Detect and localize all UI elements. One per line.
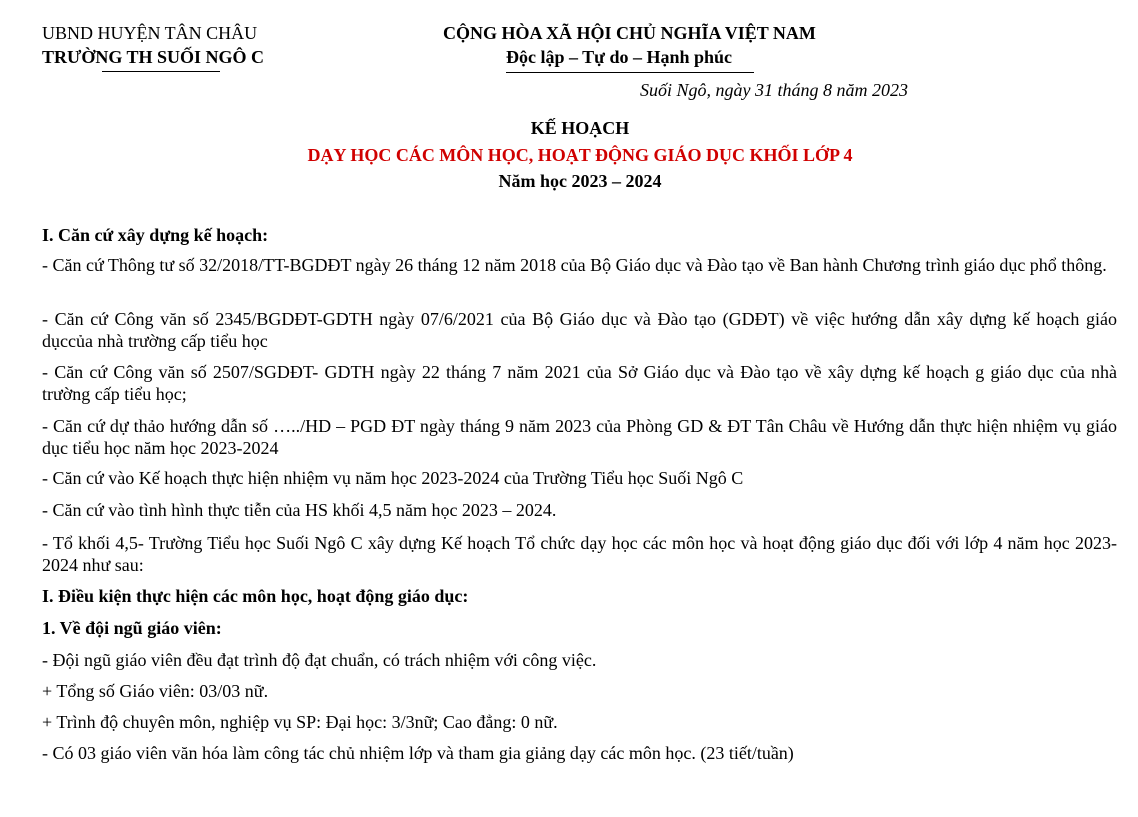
condition-item: + Tổng số Giáo viên: 03/03 nữ. <box>42 681 269 701</box>
condition-item: - Đội ngũ giáo viên đều đạt trình độ đạt chuẩn, có trách nhiệm với công việc. <box>42 650 597 670</box>
basis-item: - Căn cứ Thông tư số 32/2018/TT-BGDĐT ngày 26 tháng 12 năm 2018 của Bộ Giáo dục và Đào tạo về Ban hành Chương trình giáo dục phổ thông. <box>42 255 1107 275</box>
basis-item: - Tổ khối 4,5- Trường Tiểu học Suối Ngô C xây dựng Kế hoạch Tổ chức dạy học các môn học và hoạt động giáo dục đối với lớp 4 năm học 2023-2024 như sau: <box>42 533 1117 575</box>
condition-item: - Có 03 giáo viên văn hóa làm công tác chủ nhiệm lớp và tham gia giảng dạy các môn học. (23 tiết/tuần) <box>42 743 794 763</box>
section1-heading: I. Căn cứ xây dựng kế hoạch: <box>42 225 269 245</box>
basis-item: - Căn cứ dự thảo hướng dẫn số …../HD – PGD ĐT ngày tháng 9 năm 2023 của Phòng GD & ĐT Tân Châu về Hướng dẫn thực hiện nhiệm vụ giáo dục tiểu học năm học 2023-2024 <box>42 416 1117 458</box>
school-name-underline <box>102 71 220 72</box>
date-line: Suối Ngô, ngày 31 tháng 8 năm 2023 <box>640 80 908 100</box>
national-motto: Độc lập – Tự do – Hạnh phúc <box>506 47 733 67</box>
basis-item: - Căn cứ Công văn số 2345/BGDĐT-GDTH ngày 07/6/2021 của Bộ Giáo dục và Đào tạo (GDĐT) về việc hướng dẫn xây dựng kế hoạch giáo dụccủa nhà trường cấp tiểu học <box>42 309 1117 351</box>
motto-underline <box>506 72 754 73</box>
section2-subheading: 1. Về đội ngũ giáo viên: <box>42 618 222 638</box>
section2-heading: I. Điều kiện thực hiện các môn học, hoạt động giáo dục: <box>42 586 469 606</box>
national-title: CỘNG HÒA XÃ HỘI CHỦ NGHĨA VIỆT NAM <box>443 23 816 43</box>
condition-item: + Trình độ chuyên môn, nghiệp vụ SP: Đại học: 3/3nữ; Cao đẳng: 0 nữ. <box>42 712 558 732</box>
doc-subtitle: DẠY HỌC CÁC MÔN HỌC, HOẠT ĐỘNG GIÁO DỤC KHỐI LỚP 4 <box>307 145 853 165</box>
basis-item: - Căn cứ vào tình hình thực tiễn của HS khối 4,5 năm học 2023 – 2024. <box>42 500 557 520</box>
school-name: TRƯỜNG TH SUỐI NGÔ C <box>42 47 265 67</box>
doc-title: KẾ HOẠCH <box>530 118 630 138</box>
agency-name: UBND HUYỆN TÂN CHÂU <box>42 23 258 43</box>
basis-item: - Căn cứ vào Kế hoạch thực hiện nhiệm vụ năm học 2023-2024 của Trường Tiểu học Suối Ngô C <box>42 468 744 488</box>
basis-item: - Căn cứ Công văn số 2507/SGDĐT- GDTH ngày 22 tháng 7 năm 2021 của Sở Giáo dục và Đào tạo về xây dựng kế hoạch g giáo dục của nhà trường cấp tiểu học; <box>42 362 1117 404</box>
school-year: Năm học 2023 – 2024 <box>498 171 662 191</box>
